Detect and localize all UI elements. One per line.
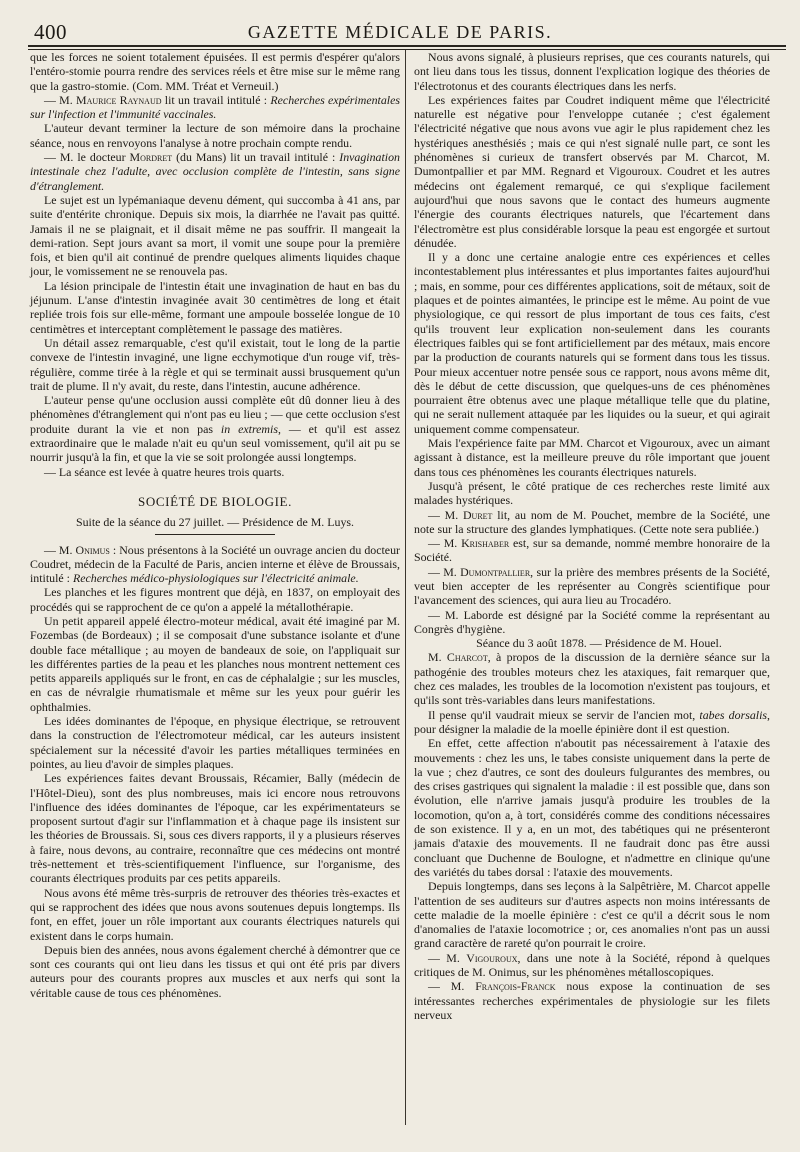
paragraph (414, 708, 770, 737)
paragraph: Nous avons signalé, à plusieurs reprises, que ces courants naturels, qui ont lieu dans tous les tissus, donnent l'explication logique des théories de l'électrotonus et des courants électriques dans les nerfs. (414, 50, 770, 93)
left-column (30, 50, 400, 1000)
dash-prefix: — M. (428, 979, 476, 994)
text-span: , pour désigner la maladie de la moelle épinière dont il est question. (414, 707, 770, 736)
column-divider (405, 50, 406, 1125)
paragraph: Il y a donc une certaine analogie entre ces expériences et celles incontestablement plus intéressantes et plus importantes faites aujourd'hui ; mais, en somme, pour ces différentes applications, soit de métaux, soit de plaques et de pointes aimantées, le principe est le même. Au point de vue physiologique, ce qui ressort de plus important de tous ces faits, c'est qu'ils trouvent leur explication non-seulement dans les courants électriques faibles qui se font artificiellement par des métaux, mais encore par la production de courants naturels qui se forment dans tous les tissus. Pour mieux accentuer notre pensée sous ce rapport, nous avons même dit, dès le début de cette discussion, que quelques-uns de ces phénomènes pourraient être obtenus avec une plaque métallique telle que du platine, qui ne serait nullement attaquée par les liquides ou la sueur, et qui agirait uniquement comme compensateur. (414, 250, 770, 436)
work-title: Recherches expérimentales sur l'infection et l'immunité vaccinales. (30, 92, 401, 122)
paragraph (30, 93, 400, 122)
italic-phrase: tabes dorsalis (699, 707, 768, 722)
session-title: Séance du 3 août 1878. — Présidence de M. Houel. (476, 636, 722, 651)
paragraph: — M. Laborde est désigné par la Société comme la représentant au Congrès d'hygiène. (414, 607, 770, 636)
italic-phrase: in extremis (220, 421, 278, 436)
paragraph: Nous avons été même très-surpris de retrouver des théories très-exactes et qui se rapprochent des idées que nous avons soutenues depuis longtemps. Ils font, en effet, jouer un rôle important aux courants électriques naturels qui existent dans le corps humain. (30, 885, 400, 943)
paragraph (30, 393, 400, 464)
text-span: , dans une note à la Société, répond à quelques critiques de M. Onimus, sur les phénomènes métalloscopiques. (414, 950, 770, 979)
paragraph (414, 979, 770, 1022)
paragraph (414, 565, 770, 608)
paragraph: Les expériences faites par Coudret indiquent même que l'électricité naturelle est négative pour l'enveloppe cutanée ; c'est également l'électricité négative que nous avons vue agir le plus rapidement chez les hystériques anesthésiés ; mais ce qui n'est signalé nulle part, ce sont les phénomènes si curieux de transfert observés par M. Charcot, M. Dumontpallier et par MM. Regnard et Vigouroux. Coudret et les autres médecins ont également remarqué, ce qui s'explique facilement aujourd'hui que nous savons que le contact des humeurs augmente l'énergie des courants électriques naturels, que l'écartement dans l'électromètre est plus considérable lorsque la peau est engorgée et surtout dénudée. (414, 92, 770, 250)
author-name: Krishaber (461, 536, 510, 551)
paragraph: que les forces ne soient totalement épuisées. Il est permis d'espérer qu'alors l'entéro-stomie pourra rendre des services réels et être mise sur le même rang que la gastro-stomie. (Com. MM. Tréat et Verneuil.) (30, 50, 400, 93)
paragraph (30, 150, 400, 193)
text-span: , à propos de la discussion de la dernière séance sur la pathogénie des troubles moteurs chez les ataxiques, fait remarquer que, chez ces malades, les troubles de la locomotion n'existent pas toujours, et qu'ils sont très-variables dans leurs manifestations. (414, 650, 770, 708)
text-span: L'auteur pense qu'une occlusion aussi complète eût dû donner lieu à des phénomènes d'étranglement qui n'ont pas eu lieu ; — que cette occlusion s'est produite durant la vie et non pas (30, 393, 400, 436)
dash-prefix: — M. (428, 536, 462, 551)
paragraph: Jusqu'à présent, le côté pratique de ces recherches reste limité aux malades hystériques. (414, 478, 770, 508)
paragraph: Depuis longtemps, dans ses leçons à la Salpêtrière, M. Charcot appelle l'attention de ses auditeurs sur d'autres aspects non moins intéressants de cette maladie de la moelle épinière : c'est ce qu'il a décrit sous le nom d'anomalies de l'ataxie locomotrice ; or, ces anomalies n'ont pas un aussi grand caractère de rareté qu'on pourrait le croire. (414, 879, 770, 951)
paragraph (414, 650, 770, 707)
paragraph: Les expériences faites devant Broussais, Récamier, Bally (médecin de l'Hôtel-Dieu), sont des plus nombreuses, mais ici encore nous retrouvons l'influence des idées dominantes de l'époque, car les expérimentateurs se proposent surtout d'agir sur l'inflammation et à chaque page ils insistent sur les théories de Broussais. Si, sous ces divers rapports, il y a plusieurs réserves à faire, nous devons, au contraire, reconnaître que ces médecins ont montré très-nettement et très-scientifiquement l'influence, sur l'organisme, des courants électriques produits par ces petits appareils. (30, 771, 400, 886)
text-span: , sur la prière des membres présents de la Société, veut bien accepter de les représenter au Congrès scientifique pour l'avancement des sciences, qui aura lieu au Trocadéro. (414, 564, 770, 608)
author-name: Vigouroux (466, 950, 518, 965)
section-title: SOCIÉTÉ DE BIOLOGIE. (138, 493, 292, 509)
author-name: Duret (462, 507, 493, 522)
paragraph: Mais l'expérience faite par MM. Charcot et Vigouroux, avec un aimant agissant à distance, est la meilleure preuve du rôle important que jouent dans tous ces phénomènes les courants électriques naturels. (414, 436, 770, 479)
paragraph (414, 508, 770, 537)
work-title: Invagination intestinale chez l'adulte, avec occlusion complète de l'intestin, sans signe d'étranglement. (30, 150, 400, 193)
dash-prefix: — M. le docteur (44, 150, 130, 165)
paragraph: Un petit appareil appelé électro-moteur médical, avait été imaginé par M. Fozembas (de Bordeaux) ; il se composait d'une substance isolante et d'une double face métallique ; au moyen de bandeaux de soie, on l'appliquait sur les différentes parties de la peau et les planches nous montrent nettement ces petits appareils appliqués sur le front, en cas de céphalalgie ; sur les muscles, en cas de névralgie rhumatismale et même sur les yeux pour guérir les ophthalmies. (30, 613, 400, 714)
journal-title: GAZETTE MÉDICALE DE PARIS. (247, 22, 553, 42)
page-header (0, 18, 800, 44)
author-name: Onimus (75, 542, 110, 557)
paragraph: Les planches et les figures montrent que déjà, en 1837, on employait des procédés qui se rapprochent de ce qu'on a appelé la métallothérapie. (30, 585, 400, 614)
paragraph: Depuis bien des années, nous avons également cherché à démontrer que ce sont ces courants qui ont lieu dans les tissus et qui ont été pris par divers auteurs pour des courants propres aux muscles et aux nerfs qui sont la véritable cause de tous ces phénomènes. (30, 942, 400, 1000)
paragraph: En effet, cette affection n'aboutit pas nécessairement à l'ataxie des mouvements : chez les uns, le tabes consiste uniquement dans la perte de la vue ; chez d'autres, ce sont des douleurs fulgurantes des membres, ou des crises gastriques qui signalent la maladie : il est possible que, dans son évolution, elle n'arrive jamais jusqu'à produire les troubles de la locomotion, qu'on a, à tort, considérés comme des conditions nécessaires de son existence. Il y a, en un mot, des tabétiques qui ne présenteront jamais d'ataxie des mouvements. Il ne faudrait donc pas être aussi concluant que Duchenne de Boulogne, et n'admettre en clinique qu'une des variétés du tabes dorsal : l'ataxie des mouvements. (414, 736, 770, 879)
paragraph: Un détail assez remarquable, c'est qu'il existait, tout le long de la partie convexe de l'intestin invaginé, une ligne ecchymotique d'un rouge vif, très-régulière, comme tirée à la règle et qui se terminait aussi brusquement qu'un trait de plume. Il n'y avait, du reste, dans l'intestin, aucune adhérence. (30, 335, 400, 393)
author-name: François-Franck (475, 979, 556, 994)
right-column (414, 50, 770, 1022)
text-span: (du Mans) lit un travail intitulé : (172, 150, 340, 165)
paragraph (414, 536, 770, 565)
dash-prefix: — M. (428, 950, 467, 965)
paragraph: Les idées dominantes de l'époque, en physique électrique, se retrouvent dans la construction de l'électromoteur médical, car les auteurs insistent spécialement sur la nécessité d'avoir les parties métalliques terminées en pointes, au lieu d'avoir de simples plaques. (30, 714, 400, 771)
author-name: Maurice Raynaud (76, 92, 162, 107)
session-subtitle: Suite de la séance du 27 juillet. — Présidence de M. Luys. (75, 515, 355, 530)
text-span: : Nous présentons à la Société un ouvrage ancien du docteur Coudret, médecin de la Faculté de Paris, ancien interne et élève de Broussais, intitulé : (30, 542, 400, 586)
text-span: M. (428, 650, 447, 665)
text-span: Il pense qu'il vaudrait mieux se servir de l'ancien mot, (428, 707, 700, 722)
paragraph: La lésion principale de l'intestin était une invagination de haut en bas du jéjunum. L'anse d'intestin invaginée avait 30 centimètres de long et était repliée trois fois sur elle-même, formant une ampoule bosselée longue de 10 centimètres et interceptant complètement le passage des matières. (30, 278, 400, 336)
paragraph (30, 543, 400, 586)
work-title: Recherches médico-physiologiques sur l'électricité animale. (72, 571, 359, 586)
dash-prefix: — M. (44, 542, 76, 557)
paragraph: L'auteur devant terminer la lecture de son mémoire dans la prochaine séance, nous en renvoyons l'analyse à notre prochain compte rendu. (30, 121, 400, 150)
author-name: Charcot (446, 650, 488, 665)
dash-prefix: — M. (428, 564, 461, 579)
page-number: 400 (34, 20, 67, 44)
closing-note: — La séance est levée à quatre heures trois quarts. (44, 464, 285, 479)
text-span: est, sur sa demande, nommé membre honoraire de la Société. (414, 536, 770, 565)
text-span: nous expose la continuation de ses intéressantes recherches expérimentales de physiologie sur les filets nerveux (414, 979, 770, 1022)
section-rule (155, 534, 275, 535)
author-name: Dumontpallier (460, 564, 531, 579)
author-name: Mordret (129, 150, 173, 165)
dash-prefix: — M. (44, 92, 77, 107)
paragraph: Le sujet est un lypémaniaque devenu dément, qui succomba à 41 ans, par suite d'entérite chronique. Depuis six mois, la diarrhée ne l'avait pas quitté. Jamais il ne se plaignait, et il disait même ne pas souffrir. Il mangeait la demi-ration. Sept jours avant sa mort, il vomit une soupe pour la première fois, et bien qu'il ait continué de prendre quelques aliments liquides chaque jour, le vomissement ne se renouvela pas. (30, 192, 400, 279)
dash-prefix: — M. (428, 507, 463, 522)
text-span: lit, au nom de M. Pouchet, membre de la Société, une note sur la structure des glandes lymphatiques. (Cette note sera publiée.) (414, 507, 770, 536)
text-span: , — et qu'il est assez extraordinaire que le malade n'ait eu qu'un seul vomissement, qu'il ait pu se nourrir jusqu'à la fin, et que la vie se soit prolongée aussi longtemps. (30, 421, 401, 465)
text-span: lit un travail intitulé : (161, 92, 271, 107)
paragraph (414, 951, 770, 980)
